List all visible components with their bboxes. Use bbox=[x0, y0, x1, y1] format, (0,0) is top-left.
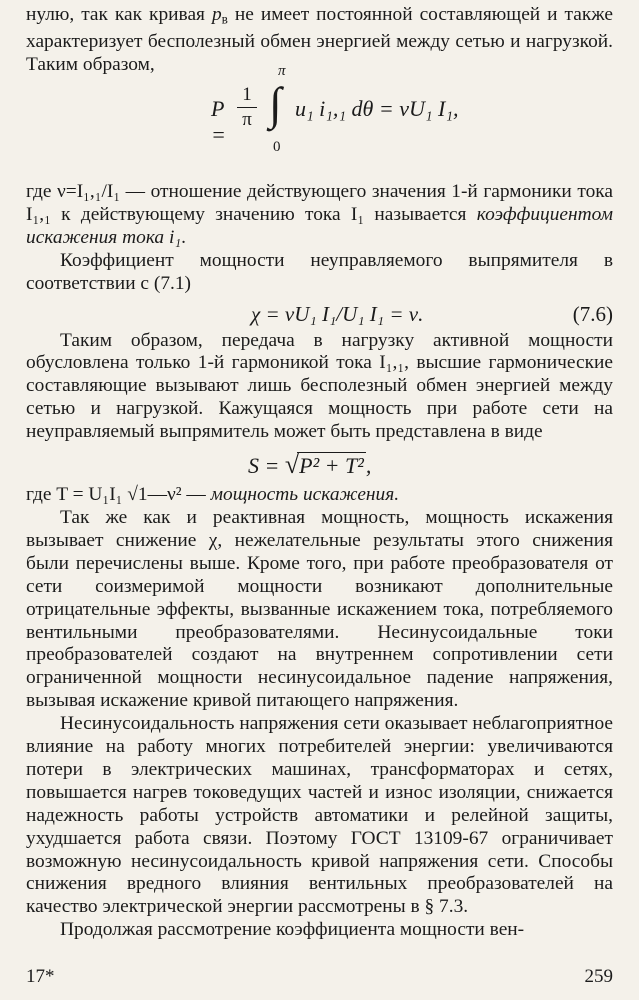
equation-body: χ = νU₁ I₁/U₁ I₁ = ν. bbox=[251, 301, 424, 326]
square-root-icon: √ bbox=[284, 450, 300, 480]
integral-sign-icon: ∫ bbox=[269, 78, 282, 130]
emphasis-term: коэффициентом искажения тока i₁ bbox=[26, 203, 613, 248]
signature-mark: 17* bbox=[26, 966, 55, 987]
formula-lhs: P = bbox=[211, 96, 226, 148]
paragraph-1: нулю, так как кривая $p_в$ не имеет постоянной составляющей и также характеризует бесполезный обмен энергией между сетью и нагрузкой. Таким образом, bbox=[26, 4, 613, 76]
equation-7-6 bbox=[26, 296, 613, 330]
formula-fraction: $\frac{1}{\pi}$ bbox=[237, 83, 257, 132]
equation-number: (7.6) bbox=[572, 301, 613, 326]
integral-lower-limit: 0 bbox=[273, 139, 281, 156]
equation-s-lhs: S = bbox=[248, 453, 280, 479]
equation-apparent-power: S = √P² + T², bbox=[248, 450, 372, 480]
integral-upper-limit: π bbox=[278, 63, 286, 80]
paragraph-6: Так же как и реактивная мощность, мощность искажения вызывает снижение χ, нежелательные результаты этого снижения были перечислены выше. Кроме того, при работе преобразователя от сети соизмеримой мощности возникают дополнительные отрицательные эффекты, вызванные искажением тока, потребляемого вентильными преобразователями. Несинусоидальные токи преобразователей создают на внутреннем сопротивлении сети ограниченной мощности несинусоидальное падение напряжения, вызывая искажение кривой питающего напряжения. bbox=[26, 506, 613, 712]
paragraph-8: Продолжая рассмотрение коэффициента мощности вен- bbox=[60, 919, 525, 941]
paragraph-5: где T = U₁I₁ √1—ν² — мощность искажения. bbox=[26, 484, 400, 506]
paragraph-2: где ν=I₁,₁/I₁ — отношение действующего значения 1-й гармоники тока I₁,₁ к действующему значению тока I₁ называется коэффициентом искажения тока i₁. bbox=[26, 181, 613, 248]
paragraph-7: Несинусоидальность напряжения сети оказывает неблагоприятное влияние на работу многих потребителей энергии: увеличиваются потери в электрических машинах, трансформаторах и сетях, повышается нагрев токоведущих частей и износ изоляции, снижается надежность работы устройств автоматики и релейной защиты, ухудшается работа связи. Поэтому ГОСТ 13109-67 ограничивает возможную несинусоидальность кривой напряжения сети. Способы снижения вредного влияния вентильных преобразователей на качество электрической энергии рассмотрены в § 7.3. bbox=[26, 713, 613, 918]
emphasis-term: мощность искажения. bbox=[210, 484, 400, 506]
formula-rhs: u₁ i₁,₁ dθ = νU₁ I₁, bbox=[295, 96, 459, 122]
paragraph-4: Таким образом, передача в нагрузку активной мощности обусловлена только 1-й гармоникой тока I₁,₁, высшие гармонические составляющие вызывают лишь бесполезный обмен энергией между сетью и нагрузкой. Кажущаяся мощность при работе сети на неуправляемый выпрямитель может быть представлена в виде bbox=[26, 329, 613, 443]
var-p-subscript: в bbox=[221, 11, 228, 27]
var-p: p bbox=[211, 4, 222, 25]
page-footer bbox=[26, 966, 613, 988]
formula-active-power bbox=[26, 63, 613, 181]
paragraph-3: Коэффициент мощности неуправляемого выпрямителя в соответствии с (7.1) bbox=[26, 249, 613, 294]
equation-s-radicand: P² + T² bbox=[299, 453, 364, 479]
page-number: 259 bbox=[584, 966, 613, 987]
